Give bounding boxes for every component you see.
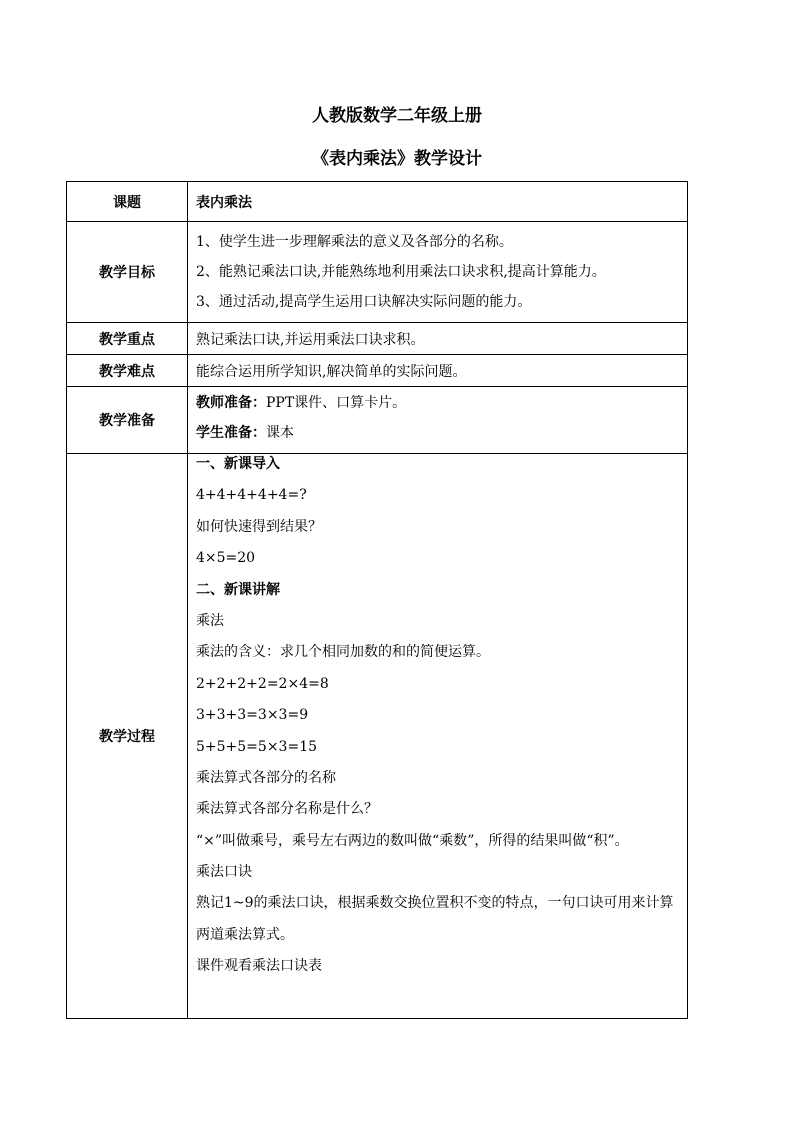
- process-line: 3+3+3=3×3=9: [196, 707, 309, 724]
- topic-label: 课题: [67, 182, 188, 222]
- section-heading: 一、新课导入: [196, 456, 280, 472]
- goal-item: 1、使学生进一步理解乘法的意义及各部分的名称。: [196, 234, 513, 250]
- process-line: 4+4+4+4+4=?: [196, 487, 307, 504]
- focus-label: 教学重点: [67, 323, 188, 355]
- row-process: [67, 454, 688, 1019]
- row-goals: [67, 222, 688, 323]
- process-label: 教学过程: [67, 454, 188, 1019]
- process-line: 4×5=20: [196, 550, 256, 567]
- process-line: 乘法算式各部分的名称: [196, 769, 336, 786]
- row-prep: [67, 387, 688, 454]
- goal-item: 3、通过活动,提高学生运用口诀解决实际问题的能力。: [196, 294, 532, 310]
- student-prep-label: 学生准备：: [196, 425, 266, 441]
- topic-value: 表内乘法: [188, 182, 688, 222]
- student-prep: [196, 423, 679, 443]
- row-focus: [67, 323, 688, 355]
- process-cell: [188, 454, 688, 1019]
- process-line: 2+2+2+2=2×4=8: [196, 675, 329, 692]
- goals-cell: [188, 222, 688, 323]
- difficulty-value: 能综合运用所学知识,解决简单的实际问题。: [188, 355, 688, 387]
- focus-value: 熟记乘法口诀,并运用乘法口诀求积。: [188, 323, 688, 355]
- document-title: 人教版数学二年级上册: [312, 106, 482, 126]
- process-line: 乘法的含义：求几个相同加数的和的简便运算。: [196, 644, 490, 661]
- difficulty-label: 教学难点: [67, 355, 188, 387]
- row-topic: [67, 182, 688, 222]
- process-line: 乘法口诀: [196, 864, 252, 881]
- teacher-prep: [196, 393, 679, 413]
- lesson-plan-table: [66, 181, 688, 1019]
- process-line: “×”叫做乘号，乘号左右两边的数叫做“乘数”，所得的结果叫做“积”。: [196, 832, 629, 849]
- goals-label: 教学目标: [67, 222, 188, 323]
- section-heading: 二、新课讲解: [196, 581, 280, 598]
- student-prep-value: 课本: [266, 425, 294, 441]
- teacher-prep-label: 教师准备：: [196, 395, 266, 411]
- process-line: 课件观看乘法口诀表: [196, 958, 322, 975]
- prep-cell: [188, 387, 688, 454]
- process-line: 熟记1~9的乘法口诀，根据乘数交换位置积不变的特点，一句口诀可用来计算两道乘法算式。: [196, 895, 674, 943]
- prep-label: 教学准备: [67, 387, 188, 454]
- process-line: 5+5+5=5×3=15: [196, 738, 318, 755]
- goal-item: 2、能熟记乘法口诀,并能熟练地利用乘法口诀求积,提高计算能力。: [196, 264, 606, 280]
- process-line: 乘法算式各部分名称是什么？: [196, 801, 378, 818]
- row-difficulty: [67, 355, 688, 387]
- document-subtitle: 《表内乘法》教学设计: [312, 149, 482, 169]
- process-line: 如何快速得到结果？: [196, 518, 322, 535]
- process-line: 乘法: [196, 612, 224, 629]
- teacher-prep-value: PPT课件、口算卡片。: [266, 395, 407, 411]
